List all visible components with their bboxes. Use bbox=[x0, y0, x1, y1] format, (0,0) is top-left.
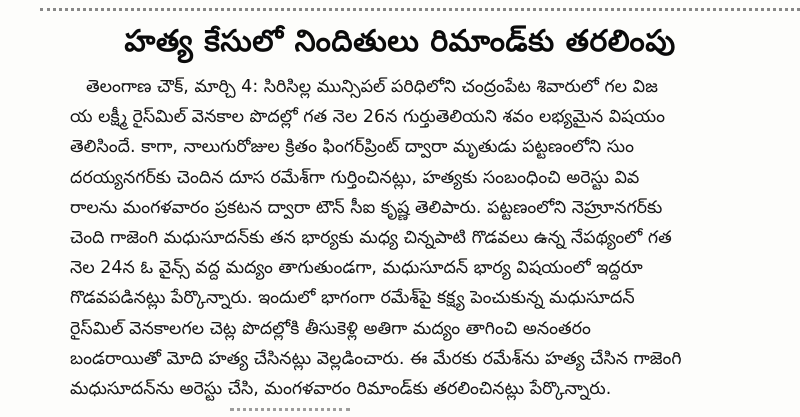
article-line: తెలంగాణ చౌక్, మార్చి 4: సిరిసిల్ల మున్సిపల్ పరిధిలోని చంద్రంపేట శివారులో గల విజ bbox=[86, 77, 658, 97]
article-line: మధుసూదన్‌ను అరెస్టు చేసి, మంగళవారం రిమాండ్‌కు తరలించినట్లు పేర్కొన్నారు. bbox=[70, 379, 612, 400]
article-line: బండరాయితో మోది హత్య చేసినట్లు వెల్లడించారు. ఈ మేరకు రమేశ్‌ను హత్య చేసిన గాజెంగి bbox=[70, 348, 682, 369]
article-line: రాలను మంగళవారం ప్రకటన ద్వారా టౌన్ సీఐ కృష్ణ తెలిపారు. పట్టణంలోని నెహ్రూనగర్‌కు bbox=[70, 197, 663, 218]
article-line: చెంది గాజెంగి మధుసూదన్‌కు తన భార్యకు మధ్య చిన్నపాటి గొడవలు ఉన్న నేపథ్యంలో గత bbox=[70, 228, 672, 249]
article-line: రైస్‌మిల్ వెనకాలగల చెట్ల పొదల్లోకి తీసుకెళ్లి అతిగా మద్యం తాగించి అనంతరం bbox=[70, 318, 591, 339]
article-line: తెలిసిందే. కాగా, నాలుగురోజుల క్రితం ఫింగర్‌ప్రింట్ ద్వారా మృతుడు పట్టణంలోని సుం bbox=[70, 137, 634, 158]
article-body bbox=[70, 72, 770, 404]
article-line: దరయ్యనగర్‌కు చెందిన దూస రమేశ్‌గా గుర్తించినట్లు, హత్యకు సంబంధించి అరెస్టు వివ bbox=[70, 167, 640, 188]
cut-edge-bottom bbox=[230, 408, 350, 417]
article-line: గొడవపడినట్లు పేర్కొన్నారు. ఇందులో భాగంగా రమేశ్‌పై కక్ష్య పెంచుకున్న మధుసూదన్ bbox=[70, 288, 635, 309]
article-line: య లక్ష్మీ రైస్‌మిల్ వెనకాల పొదల్లో గత నెల 26న గుర్తుతెలియని శవం లభ్యమైన విషయం bbox=[70, 107, 666, 128]
cut-edge-top bbox=[40, 0, 800, 11]
article-headline: హత్య కేసులో నిందితులు రిమాండ్‌కు తరలింపు bbox=[124, 24, 676, 59]
article-line: నెల 24న ఓ వైన్స్ వద్ద మద్యం తాగుతుండగా, మధుసూదన్ భార్య విషయంలో ఇద్దరూ bbox=[70, 258, 643, 279]
